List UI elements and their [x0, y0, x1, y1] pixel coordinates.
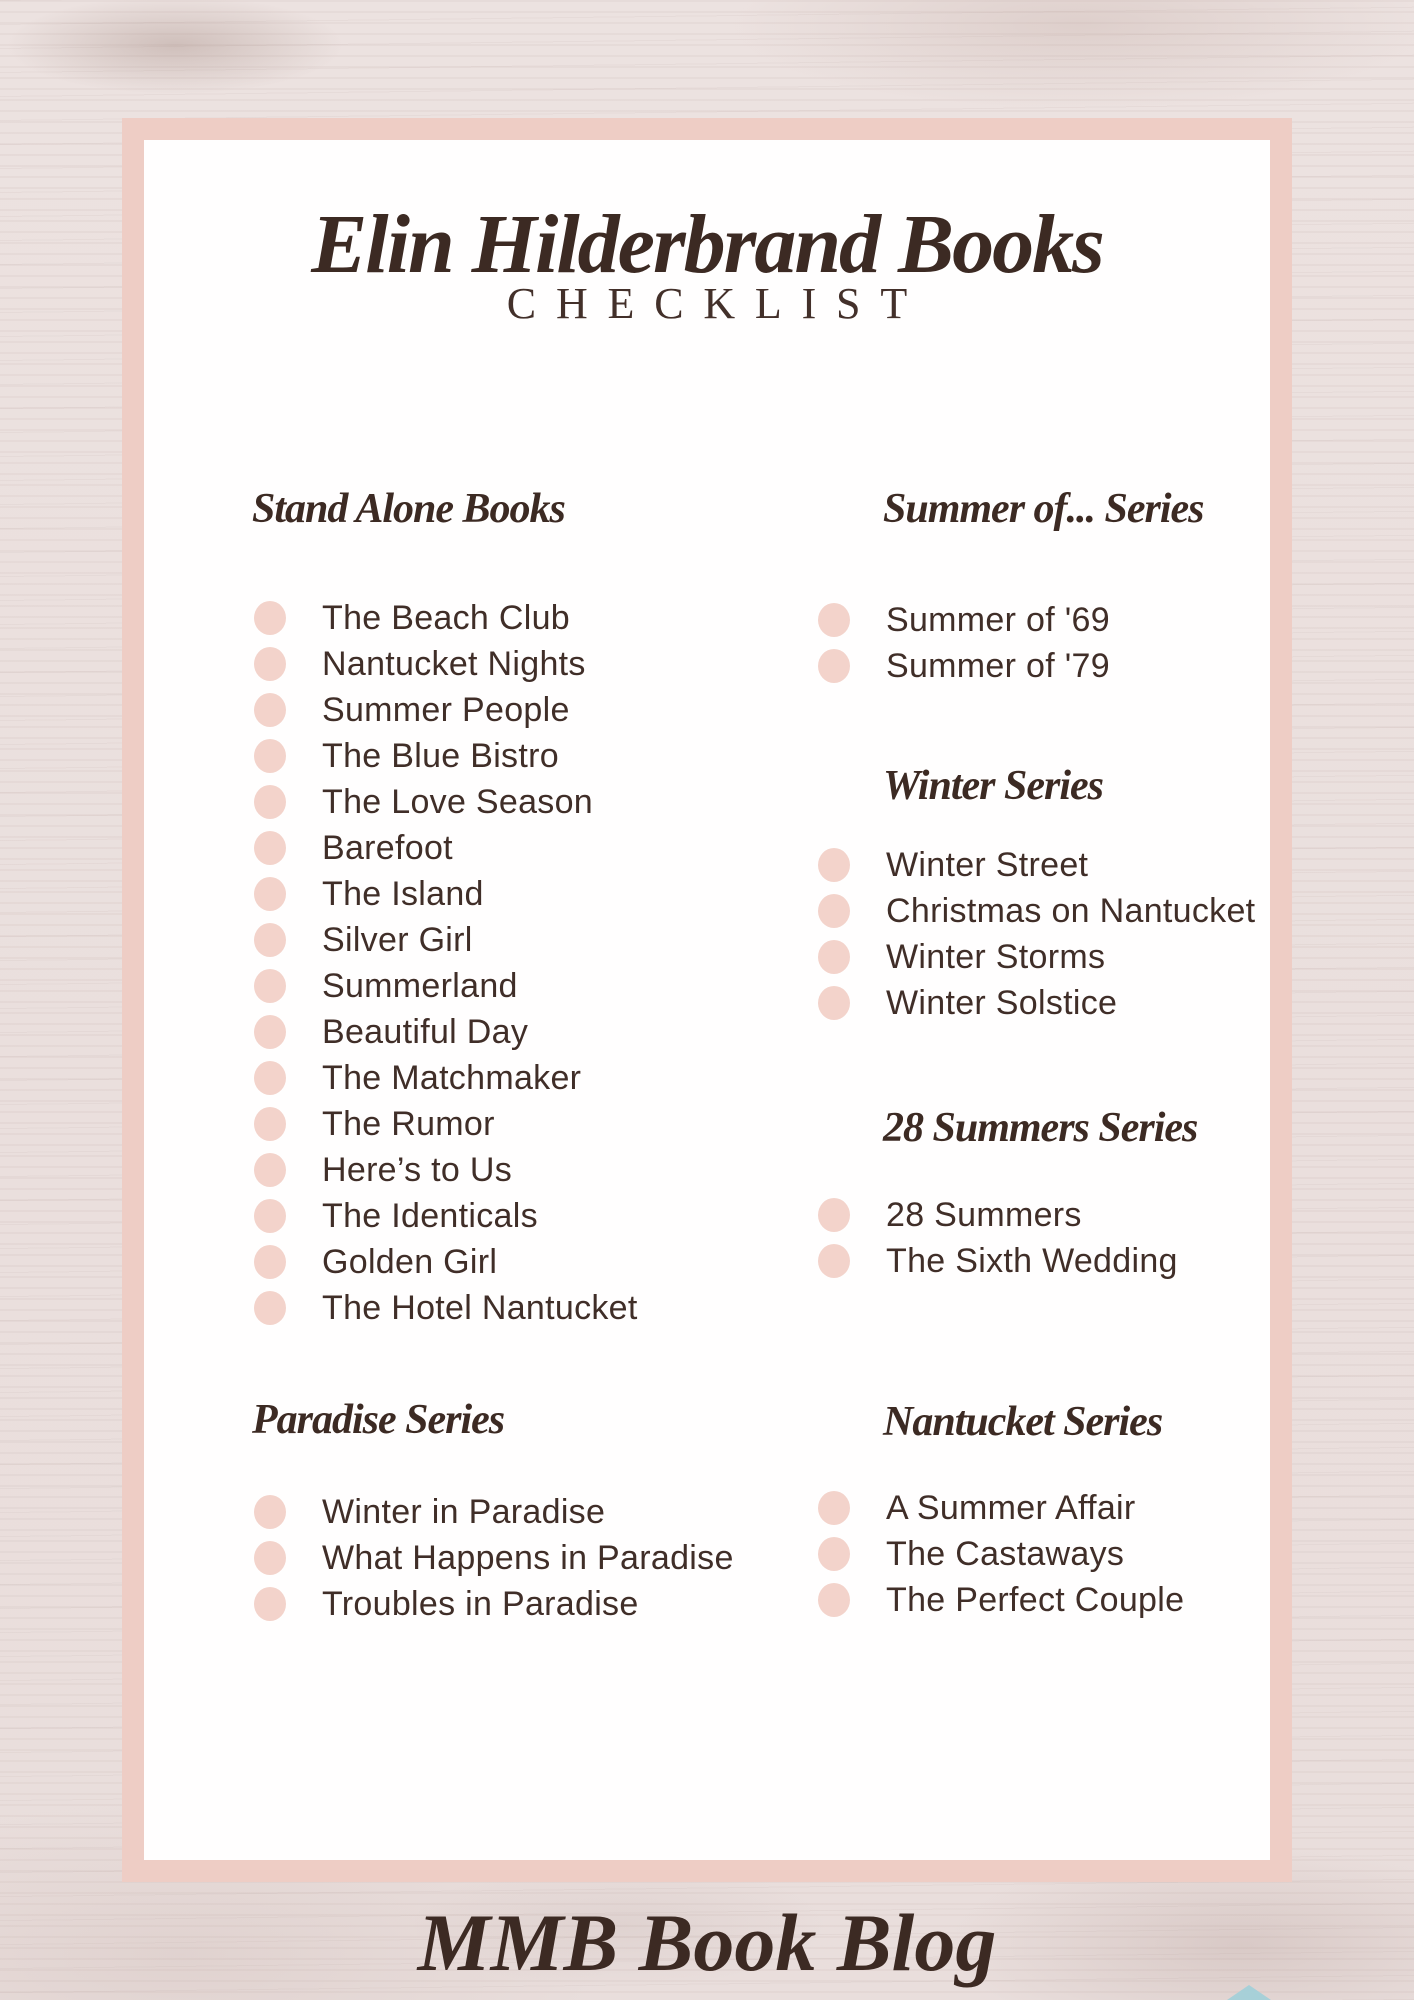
book-list-item	[254, 1489, 734, 1535]
book-list-item	[254, 687, 638, 733]
book-list-item	[254, 1581, 734, 1627]
checkbox-bullet-icon	[818, 986, 850, 1020]
book-title: Christmas on Nantucket	[886, 891, 1256, 930]
book-list-item	[254, 825, 638, 871]
checkbox-bullet-icon	[254, 1541, 286, 1575]
book-list-item	[818, 1192, 1178, 1238]
book-list-item	[254, 1239, 638, 1285]
book-list-item	[254, 1055, 638, 1101]
book-title: Summer of '79	[886, 646, 1110, 685]
book-list-item	[254, 871, 638, 917]
checkbox-bullet-icon	[818, 603, 850, 637]
checkbox-bullet-icon	[254, 923, 286, 957]
book-list-item	[254, 1147, 638, 1193]
book-title: The Identicals	[322, 1196, 538, 1235]
checkbox-bullet-icon	[254, 1015, 286, 1049]
book-list-item	[254, 1193, 638, 1239]
book-list-item	[254, 1285, 638, 1331]
checkbox-bullet-icon	[254, 1245, 286, 1279]
book-title: 28 Summers	[886, 1195, 1082, 1234]
checkbox-bullet-icon	[254, 1495, 286, 1529]
checkbox-bullet-icon	[254, 1107, 286, 1141]
book-list-item	[818, 888, 1255, 934]
checkbox-bullet-icon	[254, 739, 286, 773]
book-list	[254, 595, 638, 1331]
book-title: The Hotel Nantucket	[322, 1288, 638, 1327]
book-list-item	[254, 1101, 638, 1147]
checkbox-bullet-icon	[818, 894, 850, 928]
book-title: The Blue Bistro	[322, 736, 559, 775]
book-list-item	[254, 917, 638, 963]
section-28-summers-series	[883, 1100, 1198, 1280]
book-title: Golden Girl	[322, 1242, 498, 1281]
book-title: Summer People	[322, 690, 570, 729]
book-list-item	[818, 1577, 1184, 1623]
book-title: Summer of '69	[886, 600, 1110, 639]
blue-triangle-decoration	[1227, 1985, 1271, 2000]
checkbox-bullet-icon	[818, 940, 850, 974]
checkbox-bullet-icon	[254, 1587, 286, 1621]
checkbox-bullet-icon	[818, 1491, 850, 1525]
checkbox-bullet-icon	[254, 601, 286, 635]
section-heading: Summer of... Series	[883, 486, 1204, 532]
book-list	[254, 1489, 734, 1627]
section-paradise-series	[252, 1392, 734, 1623]
book-title: The Beach Club	[322, 598, 571, 637]
book-list-item	[254, 595, 638, 641]
checkbox-bullet-icon	[818, 848, 850, 882]
section-heading: 28 Summers Series	[883, 1105, 1198, 1151]
book-list-item	[254, 779, 638, 825]
section-winter-series	[883, 758, 1256, 1022]
section-nantucket-series	[883, 1394, 1185, 1619]
book-title: Winter Street	[886, 845, 1089, 884]
book-title: Beautiful Day	[322, 1012, 529, 1051]
checkbox-bullet-icon	[254, 969, 286, 1003]
book-title: Troubles in Paradise	[322, 1584, 639, 1623]
book-title: Here’s to Us	[322, 1150, 513, 1189]
book-title: Silver Girl	[322, 920, 473, 959]
book-list-item	[254, 1009, 638, 1055]
book-title: The Matchmaker	[322, 1058, 582, 1097]
book-title: Winter Storms	[886, 937, 1106, 976]
book-list-item	[818, 1531, 1184, 1577]
section-heading: Paradise Series	[252, 1397, 505, 1443]
book-title: The Castaways	[886, 1534, 1125, 1573]
book-list-item	[818, 1238, 1178, 1284]
checkbox-bullet-icon	[254, 877, 286, 911]
book-list-item	[254, 1535, 734, 1581]
book-list-item	[254, 963, 638, 1009]
checkbox-bullet-icon	[254, 1291, 286, 1325]
section-stand-alone-books	[252, 481, 638, 1327]
checkbox-bullet-icon	[818, 649, 850, 683]
book-title: The Sixth Wedding	[886, 1241, 1178, 1280]
checkbox-bullet-icon	[254, 1061, 286, 1095]
checkbox-bullet-icon	[254, 1153, 286, 1187]
book-title: Winter Solstice	[886, 983, 1118, 1022]
book-title: What Happens in Paradise	[322, 1538, 734, 1577]
page-title: Elin Hilderbrand Books	[311, 198, 1103, 292]
book-list-item	[254, 733, 638, 779]
book-list-item	[818, 1485, 1184, 1531]
book-title: Barefoot	[322, 828, 453, 867]
book-list	[818, 842, 1255, 1026]
section-heading: Winter Series	[883, 763, 1103, 809]
checkbox-bullet-icon	[254, 785, 286, 819]
book-list	[818, 1485, 1184, 1623]
section-heading: Nantucket Series	[883, 1399, 1163, 1445]
checkbox-bullet-icon	[818, 1198, 850, 1232]
book-title: Winter in Paradise	[322, 1492, 606, 1531]
book-list	[818, 1192, 1178, 1284]
book-title: Summerland	[322, 966, 518, 1005]
section-summer-of-series	[883, 481, 1204, 685]
checkbox-bullet-icon	[818, 1583, 850, 1617]
book-list	[818, 597, 1110, 689]
subtitle: CHECKLIST	[506, 279, 927, 328]
book-title: The Island	[322, 874, 484, 913]
book-list-item	[818, 643, 1110, 689]
section-heading: Stand Alone Books	[252, 486, 565, 532]
checkbox-bullet-icon	[254, 647, 286, 681]
book-list-item	[818, 980, 1255, 1026]
checkbox-bullet-icon	[254, 831, 286, 865]
book-list-item	[818, 597, 1110, 643]
checkbox-bullet-icon	[818, 1537, 850, 1571]
footer-blog-name: MMB Book Blog	[417, 1897, 997, 1988]
book-title: A Summer Affair	[886, 1488, 1136, 1527]
book-title: Nantucket Nights	[322, 644, 586, 683]
book-title: The Rumor	[322, 1104, 495, 1143]
book-list-item	[818, 842, 1255, 888]
book-list-item	[254, 641, 638, 687]
book-title: The Love Season	[322, 782, 594, 821]
checkbox-bullet-icon	[254, 1199, 286, 1233]
checkbox-bullet-icon	[818, 1244, 850, 1278]
book-title: The Perfect Couple	[886, 1580, 1185, 1619]
checkbox-bullet-icon	[254, 693, 286, 727]
book-list-item	[818, 934, 1255, 980]
